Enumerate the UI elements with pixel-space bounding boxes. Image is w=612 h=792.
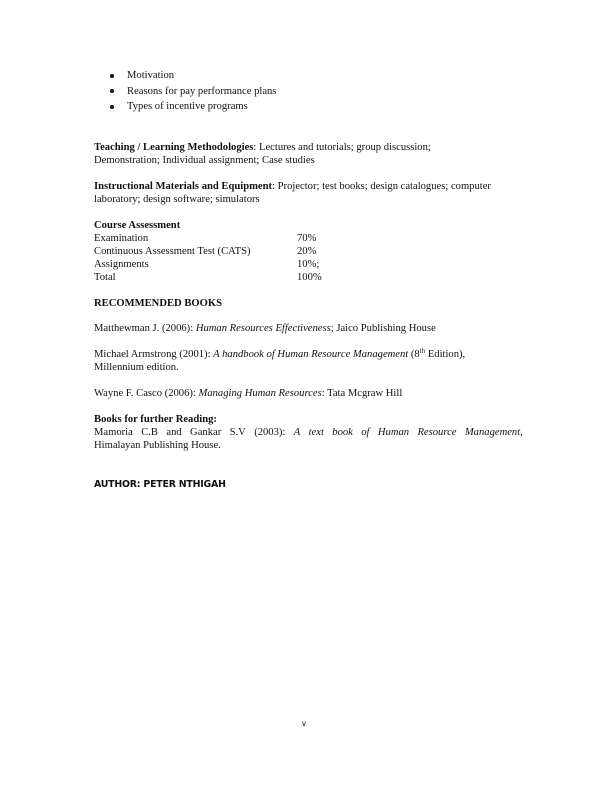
title-word: of [361,427,370,438]
book-edition-rest: Edition), [425,349,466,360]
list-item [94,84,514,100]
title-word: A [293,427,301,438]
teaching-methodologies [94,141,524,167]
book-title: A handbook of Human Resource Management [213,349,409,360]
further-reading-heading: Books for further Reading: [94,414,217,425]
assessment-label: Continuous Assessment Test (CATS) [94,246,251,257]
book-title: Human Resources Effectiveness [195,323,331,334]
assessment-value: 20% [297,246,317,257]
list-item [94,68,514,84]
recommended-books-section [94,297,524,310]
assessment-value: 10%; [297,259,320,270]
teaching-text-continued: Demonstration; Individual assignment; Case studies [94,155,315,166]
word: C.B [141,427,158,438]
word: and [166,427,182,438]
book-publisher: : Tata Mcgraw Hill [321,388,403,399]
teaching-label: Teaching / Learning Methodologies [94,142,254,153]
book-edition-sup: th [419,347,426,355]
page-number: v [302,719,306,728]
title-word: text [308,427,324,438]
assessment-label: Assignments [94,259,149,270]
book-entry [94,387,524,400]
list-item-text: Motivation [127,70,175,81]
title-word: book [332,427,353,438]
bullet-icon [110,105,114,109]
further-reading-section [94,413,524,452]
recommended-books-heading: RECOMMENDED BOOKS [94,298,223,309]
bullet-icon [110,89,114,93]
book-entry [94,322,524,335]
instructional-materials [94,180,524,206]
word: (2003): [254,427,286,438]
word: Mamoria [94,427,133,438]
materials-text-continued: laboratory; design software; simulators [94,194,260,205]
assessment-value: 70% [297,233,317,244]
assessment-row [94,258,524,271]
materials-label: Instructional Materials and Equipment [94,181,273,192]
assessment-row [94,271,524,284]
title-word: Human [377,427,410,438]
list-item [94,99,514,115]
author-credit: AUTHOR: PETER NTHIGAH [94,479,226,490]
book-edition: (8 [408,349,420,360]
book-publisher: Millennium edition. [94,362,179,373]
assessment-value: 100% [297,272,322,283]
word: S.V [229,427,246,438]
title-word: Management [464,427,521,438]
materials-text: : Projector; test books; design catalogues; computer [272,181,491,192]
assessment-row [94,232,524,245]
title-word: Resource [417,427,457,438]
book-author: Wayne F. Casco (2006): [94,388,199,399]
book-publisher: ; Jaico Publishing House [330,323,436,334]
assessment-label: Examination [94,233,149,244]
list-item-text: Reasons for pay performance plans [127,85,277,97]
book-title: Managing Human Resources [198,388,322,399]
further-reading-publisher: Himalayan Publishing House. [94,440,221,451]
assessment-label: Total [94,272,116,283]
bullet-icon [110,74,114,78]
punctuation: , [520,427,523,438]
teaching-text: : Lectures and tutorials; group discussion; [253,142,431,153]
further-reading-entry [94,426,523,439]
topics-bullet-list [94,68,514,115]
course-assessment [94,219,524,284]
assessment-heading: Course Assessment [94,220,181,231]
word: Gankar [190,427,222,438]
book-author: Michael Armstrong (2001): [94,349,214,360]
assessment-row [94,245,524,258]
book-author: Matthewman J. (2006): [94,323,196,334]
book-entry [94,348,524,374]
list-item-text: Types of incentive programs [127,101,248,112]
